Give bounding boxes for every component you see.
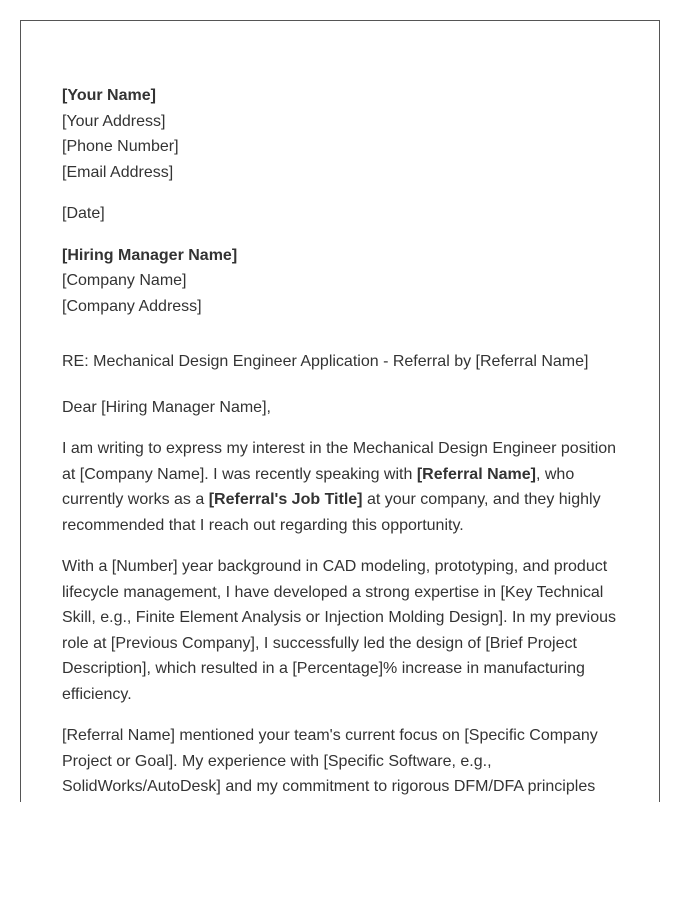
paragraph-1-line-4: recommended that I reach out regarding this opportunity. — [62, 516, 464, 534]
paragraph-2-line-2: lifecycle management, I have developed a strong expertise in [Key Technical — [62, 583, 604, 601]
referral-name-bold: [Referral Name] — [416, 465, 536, 483]
date-block — [62, 201, 627, 227]
salutation-text: Dear [Hiring Manager Name], — [62, 398, 271, 416]
paragraph-1-line-3 — [62, 487, 627, 513]
paragraph-2 — [62, 554, 627, 707]
paragraph-2-line-1: With a [Number] year background in CAD modeling, prototyping, and product — [62, 558, 608, 575]
paragraph-3-line-1: [Referral Name] mentioned your team's current focus on [Specific Company — [62, 727, 598, 744]
letter-page — [20, 20, 660, 802]
subject-line — [62, 349, 627, 375]
paragraph-2-line-5: Description], which resulted in a [Percentage]% increase in manufacturing — [62, 660, 585, 677]
recipient-company: [Company Name] — [62, 272, 187, 289]
sender-email: [Email Address] — [62, 163, 174, 181]
sender-name: [Your Name] — [62, 87, 156, 104]
paragraph-1-line-1: I am writing to express my interest in the Mechanical Design Engineer position — [62, 440, 617, 457]
paragraph-3 — [62, 723, 627, 800]
sender-address: [Your Address] — [62, 112, 166, 130]
subject-text: RE: Mechanical Design Engineer Application - Referral by [Referral Name] — [62, 353, 589, 370]
paragraph-1-line-2-text-c: , who — [535, 465, 575, 483]
paragraph-1-line-3-text-a: currently works as a — [62, 491, 209, 508]
letter-content — [62, 83, 627, 800]
recipient-name: [Hiring Manager Name] — [62, 246, 238, 264]
referral-job-title-bold: [Referral's Job Title] — [208, 491, 363, 508]
sender-block — [62, 83, 627, 185]
salutation — [62, 395, 627, 421]
paragraph-2-line-6: efficiency. — [62, 685, 132, 703]
paragraph-1-line-2 — [62, 462, 627, 488]
paragraph-2-line-4: role at [Previous Company], I successfully led the design of [Brief Project — [62, 634, 577, 652]
recipient-company-address: [Company Address] — [62, 297, 202, 315]
recipient-block — [62, 243, 627, 320]
sender-phone: [Phone Number] — [62, 138, 179, 155]
paragraph-2-line-3: Skill, e.g., Finite Element Analysis or Injection Molding Design]. In my previous — [62, 609, 617, 626]
paragraph-3-line-3: SolidWorks/AutoDesk] and my commitment to rigorous DFM/DFA principles — [62, 778, 596, 795]
paragraph-1 — [62, 436, 627, 538]
letter-date: [Date] — [62, 205, 105, 222]
paragraph-3-line-2: Project or Goal]. My experience with [Specific Software, e.g., — [62, 752, 492, 770]
paragraph-1-line-2-text-a: at [Company Name]. I was recently speaking with — [62, 465, 417, 483]
paragraph-1-line-3-text-c: at your company, and they highly — [362, 491, 601, 508]
